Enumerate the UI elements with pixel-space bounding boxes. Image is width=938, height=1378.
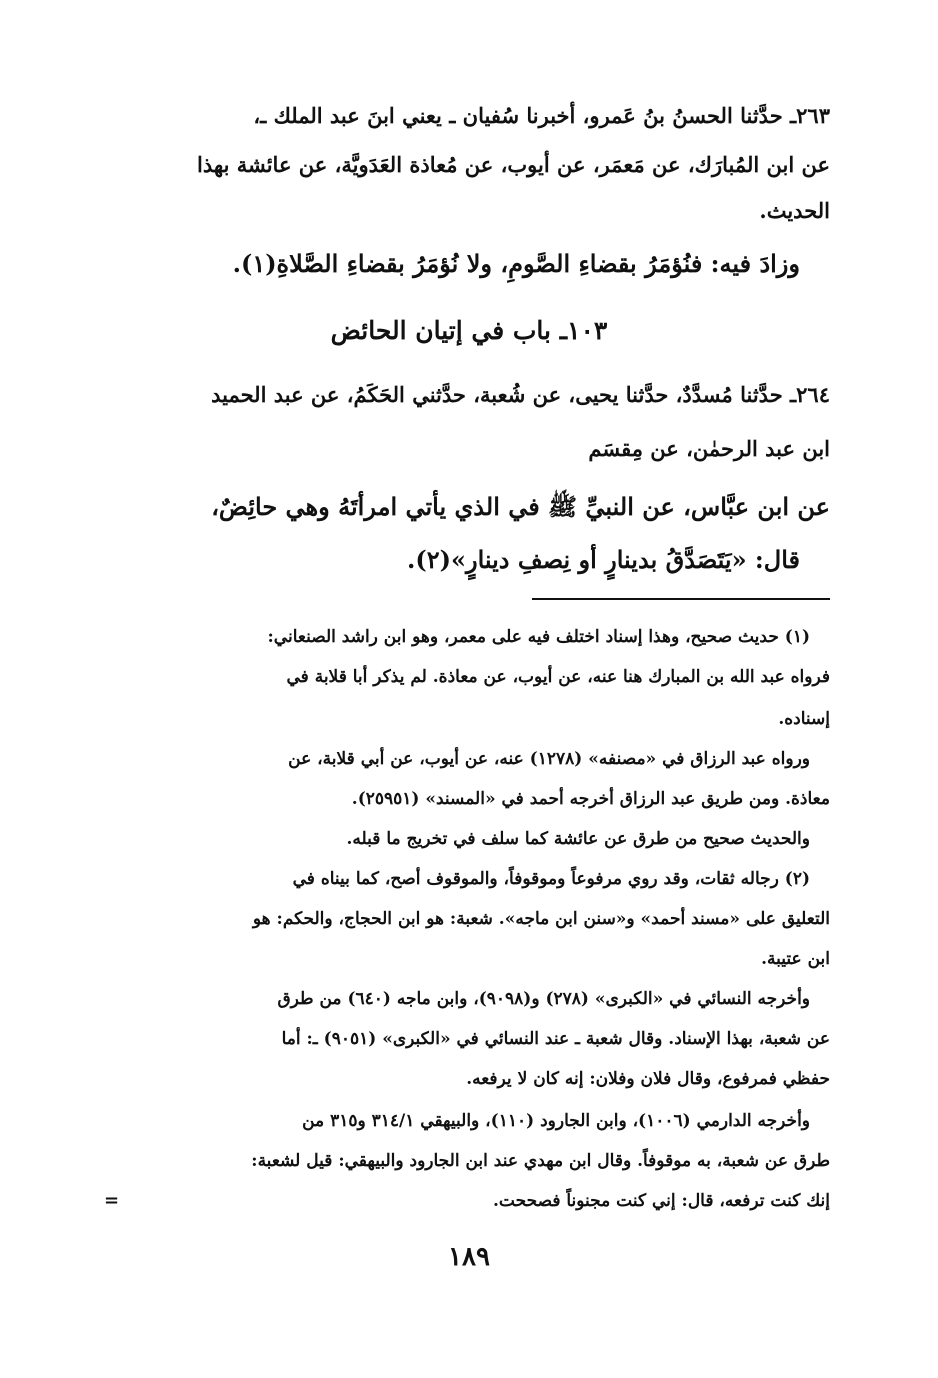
footnote-2-line-6: حفظي فمرفوع، وقال فلان وفلان: إنه كان لا يرفعه. bbox=[466, 1069, 830, 1089]
footnote-1-line-6: والحديث صحيح من طرق عن عائشة كما سلف في تخريج ما قبله. bbox=[346, 829, 810, 849]
footnote-1-line-3: إسناده. bbox=[778, 709, 830, 729]
footnote-2-line-8: طرق عن شعبة، به موقوفاً. وقال ابن مهدي عند ابن الجارود والبيهقي: قيل لشعبة: bbox=[251, 1151, 830, 1171]
footnote-2-line-3: ابن عتيبة. bbox=[761, 949, 830, 969]
footnote-2-line-2: التعليق على «مسند أحمد» و«سنن ابن ماجه». شعبة: هو ابن الحجاج، والحكم: هو bbox=[252, 909, 830, 929]
footnote-2-line-1: (٢) رجاله ثقات، وقد روي مرفوعاً وموقوفاً، والموقوف أصح، كما بيناه في bbox=[292, 869, 810, 889]
footnote-2-line-5: عن شعبة، بهذا الإسناد. وقال شعبة ـ عند النسائي في «الكبرى» (٩٠٥١) ـ: أما bbox=[281, 1029, 830, 1049]
continuation-mark: = bbox=[104, 1190, 120, 1211]
hadith-263-line-2: عن ابن المُبارَك، عن مَعمَر، عن أيوب، عن مُعاذة العَدَويَّة، عن عائشة بهذا bbox=[197, 152, 830, 177]
hadith-264-line-4: قال: «يَتَصَدَّقُ بدينارٍ أو نِصفِ دينارٍ»(٢). bbox=[407, 545, 800, 574]
hadith-264-line-2: ابن عبد الرحمٰن، عن مِقسَم bbox=[588, 436, 830, 461]
page-number: ١٨٩ bbox=[448, 1242, 490, 1272]
footnote-2-line-4: وأخرجه النسائي في «الكبرى» (٢٧٨) و(٩٠٩٨)، وابن ماجه (٦٤٠) من طرق bbox=[277, 989, 810, 1009]
footnote-1-line-4: ورواه عبد الرزاق في «مصنفه» (١٢٧٨) عنه، عن أيوب، عن أبي قلابة، عن bbox=[288, 749, 810, 769]
hadith-263-addition: وزادَ فيه: فنُؤمَرُ بقضاءِ الصَّومِ، ولا نُؤمَرُ بقضاءِ الصَّلاةِ(١). bbox=[232, 249, 800, 278]
chapter-heading: ١٠٣ـ باب في إتيان الحائض bbox=[330, 316, 608, 345]
footnote-1-line-1: (١) حديث صحيح، وهذا إسناد اختلف فيه على معمر، وهو ابن راشد الصنعاني: bbox=[267, 627, 810, 647]
footnote-2-line-9: إنك كنت ترفعه، قال: إني كنت مجنوناً فصححت. bbox=[493, 1191, 830, 1211]
hadith-263-line-3: الحديث. bbox=[759, 198, 830, 223]
footnote-2-line-7: وأخرجه الدارمي (١٠٠٦)، وابن الجارود (١١٠)، والبيهقي ٣١٤/١ و٣١٥ من bbox=[302, 1111, 810, 1131]
footnote-1-line-2: فرواه عبد الله بن المبارك هنا عنه، عن أيوب، عن معاذة. لم يذكر أبا قلابة في bbox=[286, 667, 830, 687]
hadith-263-line-1: ٢٦٣ـ حدَّثنا الحسنُ بنُ عَمرو، أخبرنا سُفيان ـ يعني ابنَ عبد الملك ـ، bbox=[253, 103, 830, 128]
footnote-separator bbox=[532, 598, 830, 600]
hadith-264-line-1: ٢٦٤ـ حدَّثنا مُسدَّدٌ، حدَّثنا يحيى، عن شُعبة، حدَّثني الحَكَمُ، عن عبد الحميد bbox=[211, 382, 830, 407]
hadith-264-line-3: عن ابن عبَّاس، عن النبيِّ ﷺ في الذي يأتي امرأتَهُ وهي حائِضٌ، bbox=[211, 492, 830, 521]
footnote-1-line-5: معاذة. ومن طريق عبد الرزاق أخرجه أحمد في «المسند» (٢٥٩٥١). bbox=[351, 789, 830, 809]
